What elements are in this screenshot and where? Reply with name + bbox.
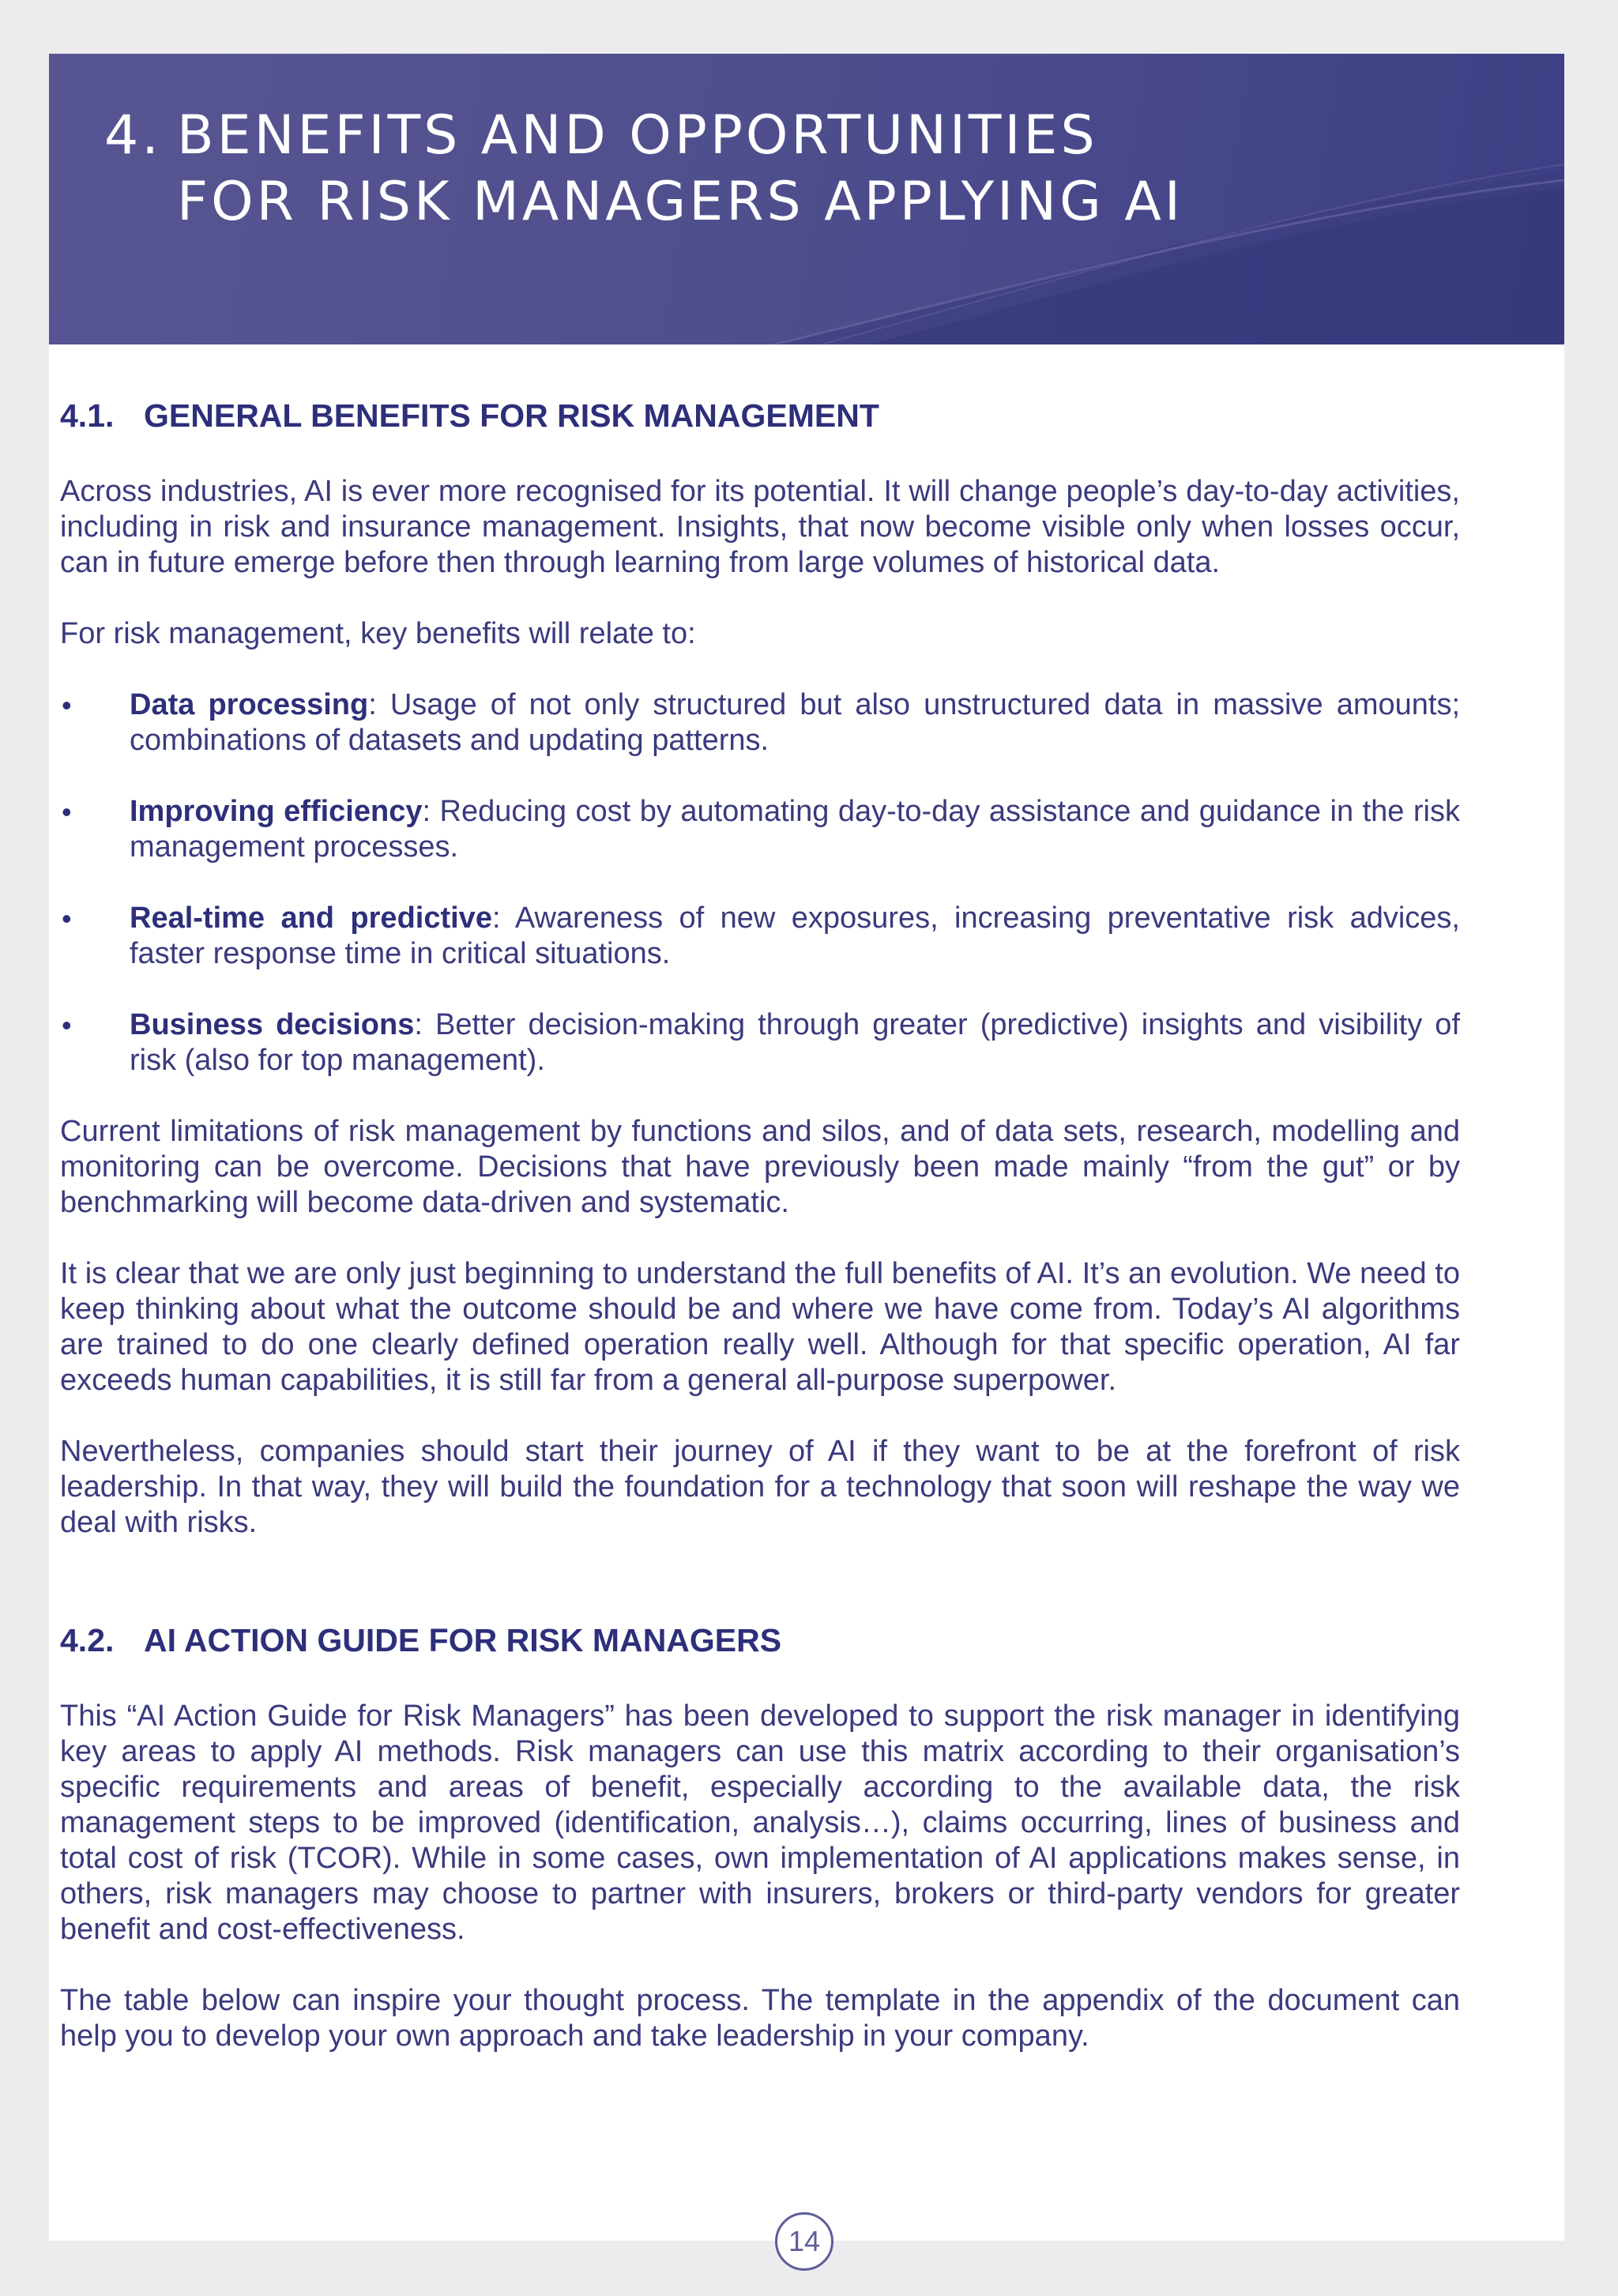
benefit-term: Real-time and predictive [130,901,492,935]
page-number-badge: 14 [775,2212,833,2271]
benefit-description: : Awareness of new exposures, increasing preventative risk advices, faster response time in critical situations. [130,901,1460,970]
section-ai-action-guide [60,1620,1460,2054]
section-title: GENERAL BENEFITS FOR RISK MANAGEMENT [144,397,879,434]
bullet-icon: • [62,902,72,935]
benefit-description: : Better decision-making through greater (predictive) insights and visibility of risk (also for top management). [130,1008,1461,1077]
benefit-term: Business decisions [130,1008,415,1041]
bullet-icon: • [62,1009,72,1041]
section-heading [60,395,1460,436]
limitations-paragraph: Current limitations of risk management by functions and silos, and of data sets, research, modelling and monitoring can be overcome. Decisions that have previously been made mainly “from the gut” or by benchmarking will become data-driven and systematic. [60,1115,1460,1219]
list-item [60,1007,1460,1078]
intro-paragraph: Across industries, AI is ever more recognised for its potential. It will change people’s day-to-day activities, including in risk and insurance management. Insights, that now become visible only when losses occur, can in future emerge before then through learning from large volumes of historical data. [60,475,1460,579]
chapter-banner [49,54,1564,344]
table-intro-paragraph: The table below can inspire your thought process. The template in the appendix of the document can help you to develop your own approach and take leadership in your company. [60,1984,1460,2053]
evolution-paragraph: It is clear that we are only just beginning to understand the full benefits of AI. It’s an evolution. We need to keep thinking about what the outcome should be and where we have come from. Today’s AI algorithms are trained to do one clearly defined operation really well. Although for that specific operation, AI far exceeds human capabilities, it is still far from a general all-purpose superpower. [60,1257,1460,1397]
section-number: 4.2. [60,1622,115,1658]
section-heading [60,1620,1460,1661]
nevertheless-paragraph: Nevertheless, companies should start their journey of AI if they want to be at the forefront of risk leadership. In that way, they will build the foundation for a technology that soon will reshape the way we deal with risks. [60,1435,1460,1539]
benefit-term: Improving efficiency [130,795,423,828]
action-guide-paragraph: This “AI Action Guide for Risk Managers” has been developed to support the risk manager in identifying key areas to apply AI methods. Risk managers can use this matrix according to their organisation’s specific requirements and areas of benefit, especially according to the available data, the risk management steps to be improved (identification, analysis…), claims occurring, lines of business and total cost of risk (TCOR). While in some cases, own implementation of AI applications makes sense, in others, risk managers may choose to partner with insurers, brokers or third-party vendors for greater benefit and cost-effectiveness. [60,1699,1460,1946]
section-general-benefits [60,395,1460,1541]
bullet-icon: • [62,796,72,828]
benefit-term: Data processing [130,688,369,721]
list-item [60,687,1460,758]
list-item [60,901,1460,972]
bullet-icon: • [62,689,72,721]
benefit-description: : Reducing cost by automating day-to-day assistance and guidance in the risk management processes. [130,795,1460,864]
benefits-list [60,687,1460,1078]
benefits-lead-paragraph: For risk management, key benefits will relate to: [60,617,696,650]
chapter-number: 4. [104,104,162,167]
page-content [60,395,1460,2090]
chapter-title-line-2: FOR RISK MANAGERS APPLYING AI [177,171,1183,233]
chapter-title-line-1: BENEFITS AND OPPORTUNITIES [177,104,1098,167]
chapter-title [104,103,1183,235]
list-item [60,794,1460,865]
section-number: 4.1. [60,397,115,434]
section-title: AI ACTION GUIDE FOR RISK MANAGERS [144,1622,782,1658]
benefit-description: : Usage of not only structured but also unstructured data in massive amounts; combinations of datasets and updating patterns. [130,688,1460,757]
